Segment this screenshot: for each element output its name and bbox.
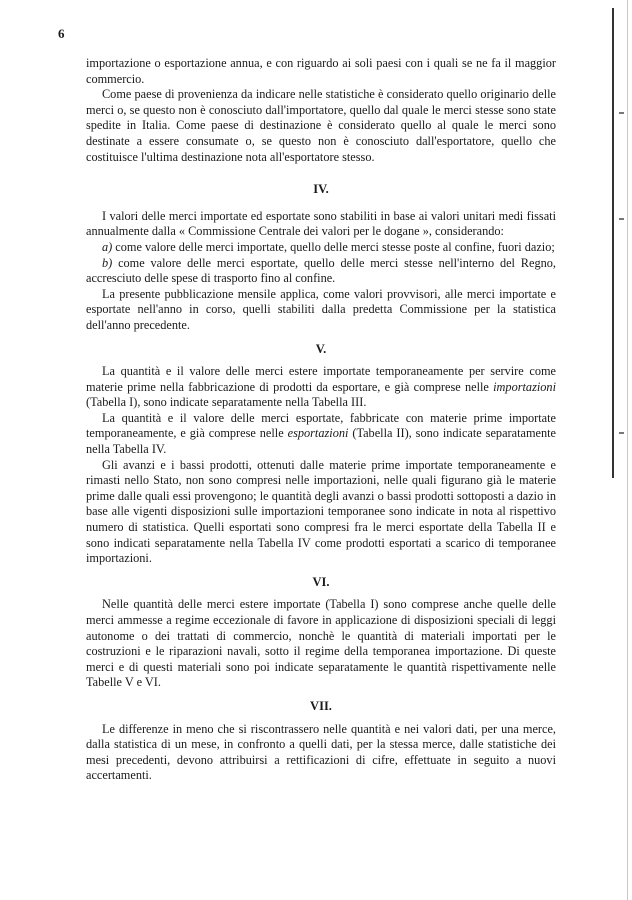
scan-edge-line — [612, 8, 614, 478]
section-v-paragraph-1 — [86, 364, 556, 411]
section-iv-paragraph-2: La presente pubblicazione mensile applica, come valori provvisori, alle merci importate e esportate nell'anno in corso, quelli stabiliti dalla predetta Commissione per la statistica dell'anno precedente. — [86, 286, 556, 332]
item-a-label: a) — [101, 239, 113, 254]
section-heading-iv: IV. — [313, 182, 329, 197]
section-heading-v: V. — [315, 341, 327, 356]
section-heading-vii: VII. — [310, 698, 332, 713]
scan-mark — [619, 112, 624, 114]
intro-paragraph-continuation: importazione o esportazione annua, e con riguardo ai soli paesi con i quali se ne fa il maggior commercio. — [86, 56, 556, 86]
scan-mark — [619, 432, 624, 434]
scan-mark — [619, 218, 624, 220]
page-number: 6 — [58, 26, 65, 41]
section-v-p1-text-b: (Tabella I), sono indicate separatamente nella Tabella III. — [86, 395, 367, 410]
item-b-text: come valore delle merci esportate, quello delle merci stesse nell'interno del Regno, accresciuto delle spese di trasporto fino al confine. — [86, 255, 556, 286]
section-vi-paragraph-1: Nelle quantità delle merci estere importate (Tabella I) sono comprese anche quelle delle merci ammesse a regime eccezionale di favore in applicazione di disposizioni speciali di leggi autonome o dei trattati di commercio, nonchè le quantità di materiali importati per le costruzioni e le riparazioni navali, sotto il regime della temporanea importazione. Di queste merci e di questi materiali sono poi indicate separatamente le quantità rispettivamente nelle Tabelle V e VI. — [86, 597, 556, 690]
section-iv-paragraph-1: I valori delle merci importate ed esportate sono stabiliti in base ai valori unitari medi fissati annualmente dalla « Commissione Centrale dei valori per le dogane », considerando: — [86, 208, 556, 239]
section-v-p1-text-a: La quantità e il valore delle merci estere importate temporaneamente per servire come materie prime nella fabbricazione di prodotti da esportare, e già comprese nelle — [86, 364, 556, 394]
section-v-p2-text-b: (Tabella II), sono indicate separatamente nella Tabella IV. — [86, 426, 556, 457]
item-a-text: come valore delle merci importate, quello delle merci stesse poste al confine, fuori dazio; — [112, 239, 555, 254]
document-body — [86, 56, 556, 784]
intro-paragraph-provenance: Come paese di provenienza da indicare nelle statistiche è considerato quello originario delle merci o, se questo non è conosciuto dall'importatore, quello dal quale le merci stesse sono state spedite in Italia. Come paese di destinazione è considerato quello al quale le merci sono destinate a essere consumate o, se questo non è conosciuto dall'esportatore, quello che costituisce l'ultima destinazione nota all'esportatore stesso. — [86, 87, 556, 164]
section-heading-vi: VI. — [312, 574, 330, 589]
item-b-label: b) — [101, 255, 113, 270]
section-iv-item-a — [86, 240, 556, 256]
section-v-paragraph-2 — [86, 411, 556, 458]
section-iv-item-b — [86, 256, 556, 287]
scan-edge-line-outer — [627, 0, 628, 900]
section-v-paragraph-3: Gli avanzi e i bassi prodotti, ottenuti dalle materie prime importate temporaneamente e rimasti nello Stato, non sono compresi nelle importazioni, nelle quali figurano già le materie prime dalle quali essi provengono; le quantità degli avanzi o bassi prodotti sottoposti a dazio in base alle vigenti disposizioni sulle importazioni temporanee sono indicate in nota al rispettivo numero di statistica. Quelli esportati sono compresi fra le merci esportate della Tabella II e sono indicati separatamente nella Tabella IV come prodotti esportati a scarico di temporanee importazioni. — [86, 457, 556, 566]
section-v-p2-text-a: La quantità e il valore delle merci esportate, fabbricate con materie prime importate temporaneamente, e già comprese nelle — [86, 410, 556, 441]
section-vii-paragraph-1: Le differenze in meno che si riscontrassero nelle quantità e nei valori dati, per una merce, dalla statistica di un mese, in confronto a quelli dati, per la stessa merce, dalle statistiche dei mesi precedenti, devono attribuirsi a rettificazioni di cifre, effettuate in seguito a nuovi accertamenti. — [86, 721, 556, 783]
section-v-p1-italic: importazioni — [493, 379, 556, 394]
section-v-p2-italic: esportazioni — [287, 426, 349, 441]
